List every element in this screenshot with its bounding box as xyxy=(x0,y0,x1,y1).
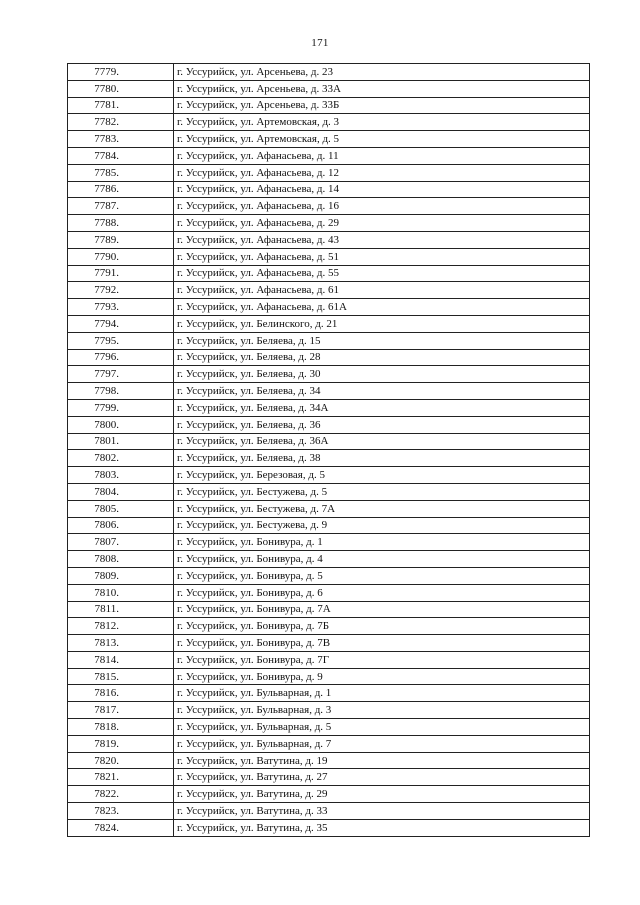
row-address: г. Уссурийск, ул. Афанасьева, д. 51 xyxy=(174,248,590,265)
row-address: г. Уссурийск, ул. Бульварная, д. 5 xyxy=(174,719,590,736)
row-address: г. Уссурийск, ул. Артемовская, д. 5 xyxy=(174,131,590,148)
table-row xyxy=(68,131,590,148)
row-address: г. Уссурийск, ул. Бонивура, д. 7Б xyxy=(174,618,590,635)
table-row xyxy=(68,635,590,652)
table-row xyxy=(68,114,590,131)
table-row xyxy=(68,198,590,215)
table-row xyxy=(68,181,590,198)
table-row xyxy=(68,299,590,316)
row-number: 7802. xyxy=(68,450,174,467)
row-number: 7786. xyxy=(68,181,174,198)
row-address: г. Уссурийск, ул. Бонивура, д. 4 xyxy=(174,551,590,568)
table-row xyxy=(68,752,590,769)
table-row xyxy=(68,819,590,836)
row-number: 7808. xyxy=(68,551,174,568)
row-number: 7804. xyxy=(68,483,174,500)
row-address: г. Уссурийск, ул. Беляева, д. 34 xyxy=(174,383,590,400)
row-number: 7818. xyxy=(68,719,174,736)
table-row xyxy=(68,702,590,719)
row-number: 7787. xyxy=(68,198,174,215)
table-row xyxy=(68,601,590,618)
table-row xyxy=(68,315,590,332)
row-number: 7799. xyxy=(68,399,174,416)
row-number: 7785. xyxy=(68,164,174,181)
row-number: 7801. xyxy=(68,433,174,450)
row-address: г. Уссурийск, ул. Ватутина, д. 33 xyxy=(174,803,590,820)
row-address: г. Уссурийск, ул. Афанасьева, д. 61А xyxy=(174,299,590,316)
row-address: г. Уссурийск, ул. Бульварная, д. 7 xyxy=(174,735,590,752)
table-row xyxy=(68,467,590,484)
row-number: 7784. xyxy=(68,147,174,164)
row-address: г. Уссурийск, ул. Беляева, д. 36 xyxy=(174,416,590,433)
table-row xyxy=(68,282,590,299)
row-address: г. Уссурийск, ул. Арсеньева, д. 23 xyxy=(174,64,590,81)
table-row xyxy=(68,215,590,232)
row-address: г. Уссурийск, ул. Арсеньева, д. 33Б xyxy=(174,97,590,114)
table-row xyxy=(68,719,590,736)
table-row xyxy=(68,769,590,786)
table-row xyxy=(68,786,590,803)
row-address: г. Уссурийск, ул. Березовая, д. 5 xyxy=(174,467,590,484)
row-number: 7782. xyxy=(68,114,174,131)
table-row xyxy=(68,803,590,820)
table-row xyxy=(68,164,590,181)
row-address: г. Уссурийск, ул. Бестужева, д. 9 xyxy=(174,517,590,534)
row-number: 7803. xyxy=(68,467,174,484)
row-number: 7791. xyxy=(68,265,174,282)
row-address: г. Уссурийск, ул. Бульварная, д. 3 xyxy=(174,702,590,719)
row-number: 7806. xyxy=(68,517,174,534)
table-row xyxy=(68,551,590,568)
row-number: 7796. xyxy=(68,349,174,366)
table-row xyxy=(68,618,590,635)
table-row xyxy=(68,231,590,248)
row-address: г. Уссурийск, ул. Бестужева, д. 5 xyxy=(174,483,590,500)
row-address: г. Уссурийск, ул. Беляева, д. 28 xyxy=(174,349,590,366)
row-number: 7788. xyxy=(68,215,174,232)
row-address: г. Уссурийск, ул. Бонивура, д. 5 xyxy=(174,567,590,584)
address-table-body xyxy=(68,64,590,837)
table-row xyxy=(68,584,590,601)
table-row xyxy=(68,265,590,282)
row-number: 7817. xyxy=(68,702,174,719)
row-number: 7816. xyxy=(68,685,174,702)
row-number: 7797. xyxy=(68,366,174,383)
address-table xyxy=(67,63,590,837)
row-number: 7790. xyxy=(68,248,174,265)
row-number: 7814. xyxy=(68,651,174,668)
row-number: 7794. xyxy=(68,315,174,332)
row-address: г. Уссурийск, ул. Афанасьева, д. 14 xyxy=(174,181,590,198)
row-number: 7815. xyxy=(68,668,174,685)
row-number: 7811. xyxy=(68,601,174,618)
row-address: г. Уссурийск, ул. Бонивура, д. 1 xyxy=(174,534,590,551)
row-address: г. Уссурийск, ул. Афанасьева, д. 12 xyxy=(174,164,590,181)
row-address: г. Уссурийск, ул. Беляева, д. 38 xyxy=(174,450,590,467)
page-number: 171 xyxy=(311,37,329,49)
table-row xyxy=(68,450,590,467)
row-address: г. Уссурийск, ул. Афанасьева, д. 11 xyxy=(174,147,590,164)
row-number: 7810. xyxy=(68,584,174,601)
row-number: 7819. xyxy=(68,735,174,752)
table-row xyxy=(68,349,590,366)
row-address: г. Уссурийск, ул. Афанасьева, д. 61 xyxy=(174,282,590,299)
row-address: г. Уссурийск, ул. Бонивура, д. 7В xyxy=(174,635,590,652)
table-row xyxy=(68,517,590,534)
table-row xyxy=(68,685,590,702)
row-address: г. Уссурийск, ул. Бонивура, д. 6 xyxy=(174,584,590,601)
row-number: 7789. xyxy=(68,231,174,248)
row-address: г. Уссурийск, ул. Бонивура, д. 7А xyxy=(174,601,590,618)
row-address: г. Уссурийск, ул. Ватутина, д. 19 xyxy=(174,752,590,769)
row-number: 7813. xyxy=(68,635,174,652)
row-number: 7812. xyxy=(68,618,174,635)
row-address: г. Уссурийск, ул. Афанасьева, д. 43 xyxy=(174,231,590,248)
row-number: 7795. xyxy=(68,332,174,349)
table-row xyxy=(68,416,590,433)
row-address: г. Уссурийск, ул. Афанасьева, д. 16 xyxy=(174,198,590,215)
row-address: г. Уссурийск, ул. Беляева, д. 30 xyxy=(174,366,590,383)
row-number: 7824. xyxy=(68,819,174,836)
row-address: г. Уссурийск, ул. Беляева, д. 34А xyxy=(174,399,590,416)
row-number: 7783. xyxy=(68,131,174,148)
row-number: 7821. xyxy=(68,769,174,786)
row-number: 7809. xyxy=(68,567,174,584)
row-number: 7779. xyxy=(68,64,174,81)
row-number: 7807. xyxy=(68,534,174,551)
row-number: 7800. xyxy=(68,416,174,433)
table-row xyxy=(68,534,590,551)
table-row xyxy=(68,383,590,400)
row-address: г. Уссурийск, ул. Беляева, д. 15 xyxy=(174,332,590,349)
table-row xyxy=(68,483,590,500)
row-number: 7792. xyxy=(68,282,174,299)
row-address: г. Уссурийск, ул. Артемовская, д. 3 xyxy=(174,114,590,131)
row-number: 7781. xyxy=(68,97,174,114)
row-address: г. Уссурийск, ул. Ватутина, д. 27 xyxy=(174,769,590,786)
row-number: 7820. xyxy=(68,752,174,769)
row-address: г. Уссурийск, ул. Беляева, д. 36А xyxy=(174,433,590,450)
table-row xyxy=(68,366,590,383)
row-number: 7780. xyxy=(68,80,174,97)
table-row xyxy=(68,248,590,265)
row-address: г. Уссурийск, ул. Бонивура, д. 9 xyxy=(174,668,590,685)
row-number: 7823. xyxy=(68,803,174,820)
table-row xyxy=(68,147,590,164)
row-address: г. Уссурийск, ул. Бульварная, д. 1 xyxy=(174,685,590,702)
row-address: г. Уссурийск, ул. Ватутина, д. 35 xyxy=(174,819,590,836)
table-row xyxy=(68,735,590,752)
row-address: г. Уссурийск, ул. Афанасьева, д. 55 xyxy=(174,265,590,282)
table-row xyxy=(68,80,590,97)
table-row xyxy=(68,64,590,81)
row-number: 7822. xyxy=(68,786,174,803)
row-number: 7805. xyxy=(68,500,174,517)
row-address: г. Уссурийск, ул. Ватутина, д. 29 xyxy=(174,786,590,803)
row-address: г. Уссурийск, ул. Бонивура, д. 7Г xyxy=(174,651,590,668)
table-row xyxy=(68,567,590,584)
row-number: 7798. xyxy=(68,383,174,400)
table-row xyxy=(68,97,590,114)
row-address: г. Уссурийск, ул. Бестужева, д. 7А xyxy=(174,500,590,517)
table-row xyxy=(68,668,590,685)
row-number: 7793. xyxy=(68,299,174,316)
table-row xyxy=(68,433,590,450)
row-address: г. Уссурийск, ул. Афанасьева, д. 29 xyxy=(174,215,590,232)
table-row xyxy=(68,500,590,517)
table-row xyxy=(68,651,590,668)
row-address: г. Уссурийск, ул. Арсеньева, д. 33А xyxy=(174,80,590,97)
row-address: г. Уссурийск, ул. Белинского, д. 21 xyxy=(174,315,590,332)
table-row xyxy=(68,332,590,349)
table-row xyxy=(68,399,590,416)
